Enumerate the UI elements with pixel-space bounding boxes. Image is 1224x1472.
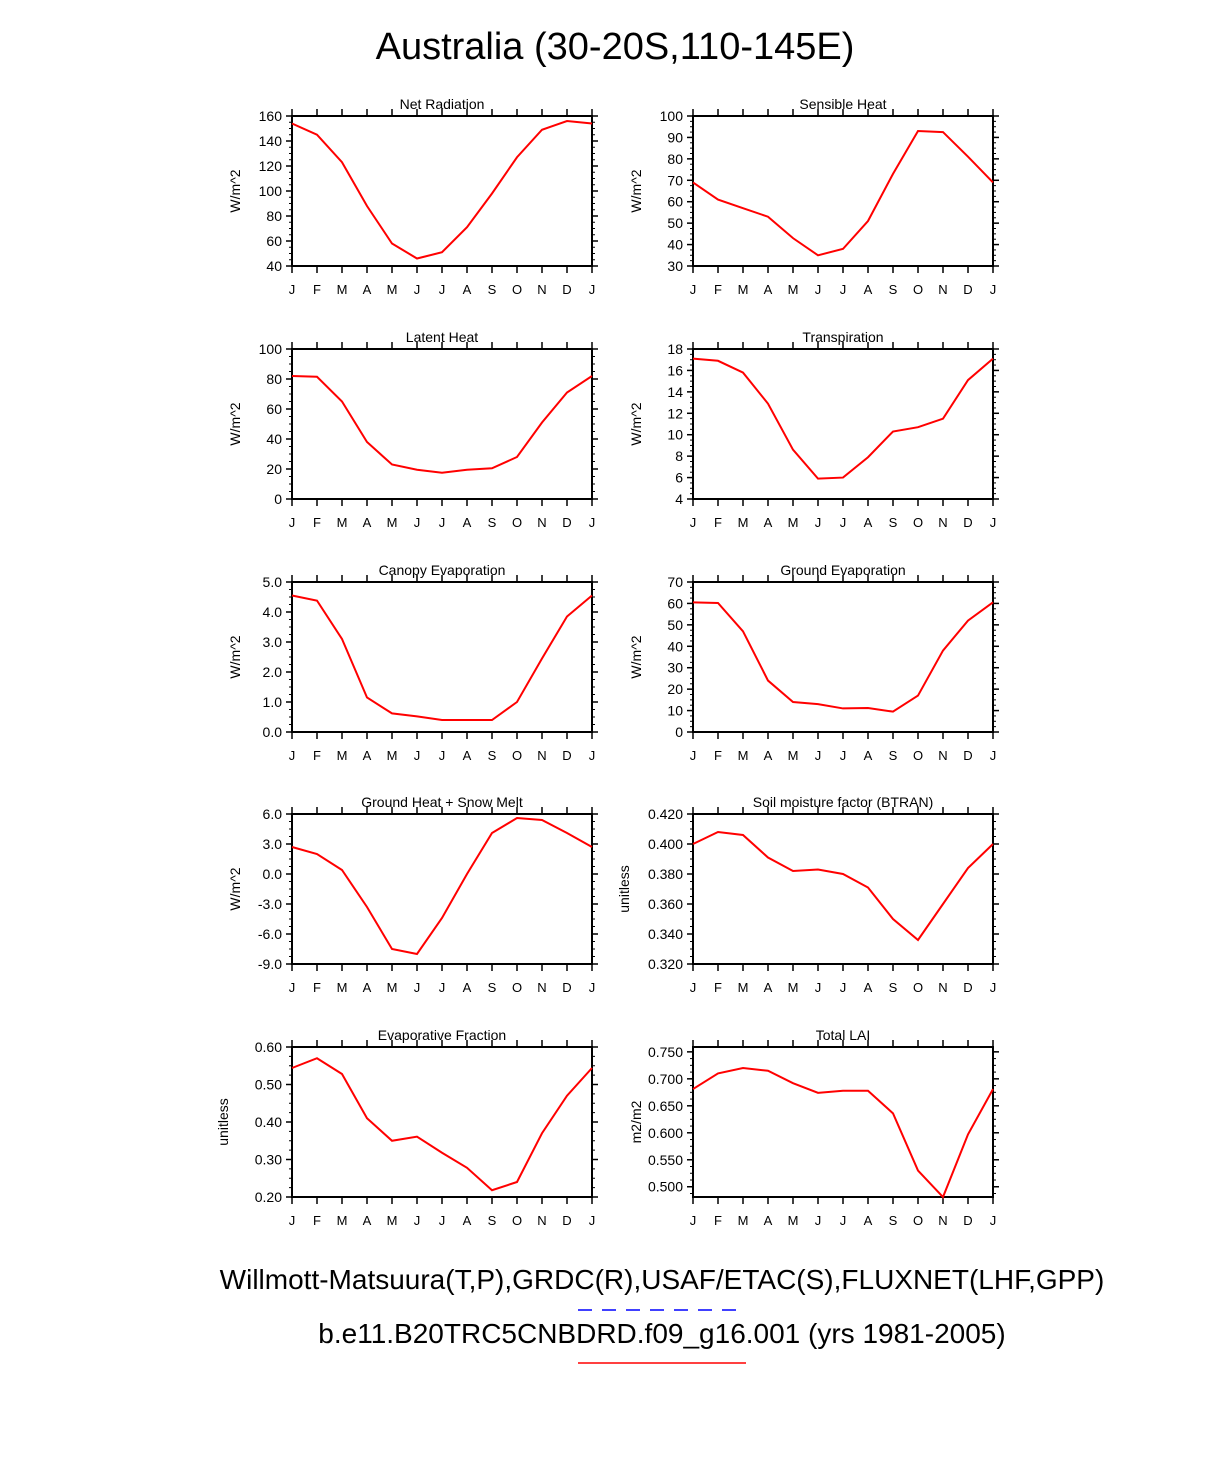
- series-line-model: [292, 1058, 592, 1190]
- x-tick-label: N: [537, 282, 547, 297]
- x-tick-label: F: [714, 980, 722, 995]
- x-tick-label: M: [336, 1213, 348, 1228]
- x-tick-label: M: [386, 1213, 398, 1228]
- x-tick-label: A: [763, 282, 773, 297]
- y-axis-label: unitless: [215, 1098, 231, 1146]
- y-tick-label: 0.700: [647, 1070, 683, 1087]
- x-tick-label: M: [787, 980, 799, 995]
- x-tick-label: A: [462, 980, 472, 995]
- x-tick-label: J: [814, 748, 822, 763]
- plot-frame: [693, 814, 993, 964]
- x-tick-label: D: [562, 282, 572, 297]
- x-tick-label: A: [763, 980, 773, 995]
- panel-title: Net Radiation: [399, 96, 485, 112]
- chart-panel: [628, 329, 999, 530]
- y-tick-label: 50: [667, 616, 683, 633]
- x-tick-label: M: [737, 1213, 749, 1228]
- x-tick-label: J: [588, 980, 596, 995]
- y-tick-label: 90: [667, 129, 683, 146]
- x-tick-label: F: [313, 1213, 321, 1228]
- y-tick-label: 60: [266, 401, 282, 417]
- plot-frame: [292, 116, 592, 266]
- x-tick-label: F: [313, 980, 321, 995]
- series-line-model: [693, 1068, 993, 1197]
- x-tick-label: D: [562, 515, 572, 530]
- x-tick-label: J: [814, 282, 822, 297]
- x-tick-label: A: [863, 748, 873, 763]
- x-tick-label: J: [814, 1213, 822, 1228]
- y-axis-label: W/m^2: [227, 402, 243, 446]
- y-tick-label: 100: [659, 108, 683, 124]
- x-tick-label: J: [814, 980, 822, 995]
- y-tick-label: 0.60: [254, 1039, 282, 1055]
- series-line-model: [292, 121, 592, 259]
- y-tick-label: 40: [266, 258, 282, 274]
- y-tick-label: 16: [667, 362, 683, 379]
- y-tick-label: 0.400: [647, 836, 683, 852]
- x-tick-label: F: [714, 515, 722, 530]
- y-tick-label: 80: [266, 371, 282, 387]
- series-line-model: [693, 832, 993, 940]
- x-tick-label: J: [588, 1213, 596, 1228]
- y-tick-label: 4.0: [262, 604, 282, 620]
- y-axis-label: W/m^2: [227, 635, 243, 679]
- x-tick-label: J: [413, 282, 421, 297]
- x-tick-label: J: [438, 748, 446, 763]
- x-tick-label: S: [487, 748, 497, 763]
- x-tick-label: J: [689, 1213, 697, 1228]
- x-tick-label: J: [989, 282, 997, 297]
- x-tick-label: A: [863, 980, 873, 995]
- x-tick-label: J: [413, 515, 421, 530]
- x-tick-label: M: [386, 282, 398, 297]
- x-tick-label: J: [438, 1213, 446, 1228]
- x-tick-label: J: [689, 282, 697, 297]
- x-tick-label: A: [763, 515, 773, 530]
- x-tick-label: A: [863, 1213, 873, 1228]
- y-axis-label: m2/m2: [628, 1100, 644, 1144]
- y-tick-label: 0.550: [647, 1151, 683, 1168]
- x-tick-label: N: [938, 515, 948, 530]
- x-tick-label: O: [511, 748, 523, 763]
- x-tick-label: J: [839, 282, 847, 297]
- x-tick-label: A: [863, 282, 873, 297]
- y-tick-label: 40: [667, 236, 683, 253]
- plot-frame: [292, 814, 592, 964]
- y-tick-label: 70: [667, 172, 683, 189]
- y-tick-label: 20: [667, 681, 683, 698]
- x-tick-label: M: [787, 282, 799, 297]
- x-tick-label: J: [989, 980, 997, 995]
- plot-frame: [693, 582, 993, 732]
- chart-panel: [227, 96, 598, 297]
- x-tick-label: N: [537, 515, 547, 530]
- panel-title: Total LAI: [815, 1027, 871, 1043]
- y-tick-label: 0.20: [254, 1189, 282, 1205]
- x-tick-label: D: [963, 1213, 973, 1228]
- series-line-model: [292, 376, 592, 473]
- x-tick-label: A: [362, 748, 372, 763]
- x-tick-label: J: [588, 282, 596, 297]
- panel-title: Transpiration: [802, 329, 884, 345]
- x-tick-label: O: [912, 515, 924, 530]
- x-tick-label: N: [938, 282, 948, 297]
- x-tick-label: J: [588, 515, 596, 530]
- x-tick-label: J: [588, 748, 596, 763]
- series-line-model: [292, 818, 592, 954]
- y-tick-label: 60: [667, 193, 683, 210]
- y-tick-label: 5.0: [262, 574, 282, 590]
- x-tick-label: O: [912, 1213, 924, 1228]
- x-tick-label: S: [888, 1213, 898, 1228]
- y-tick-label: 8: [675, 448, 683, 465]
- y-tick-label: 4: [675, 491, 683, 507]
- x-tick-label: D: [963, 515, 973, 530]
- x-tick-label: N: [537, 1213, 547, 1228]
- x-tick-label: N: [537, 980, 547, 995]
- series-line-model: [292, 596, 592, 721]
- x-tick-label: J: [989, 1213, 997, 1228]
- x-tick-label: S: [487, 980, 497, 995]
- y-tick-label: 0.420: [647, 806, 683, 822]
- plot-frame: [693, 116, 993, 266]
- x-tick-label: A: [362, 282, 372, 297]
- x-tick-label: M: [336, 748, 348, 763]
- x-tick-label: O: [511, 1213, 523, 1228]
- x-tick-label: J: [839, 980, 847, 995]
- x-tick-label: M: [737, 515, 749, 530]
- plot-frame: [292, 349, 592, 499]
- y-tick-label: 10: [667, 426, 683, 443]
- x-tick-label: M: [737, 748, 749, 763]
- y-axis-label: W/m^2: [227, 867, 243, 911]
- x-tick-label: F: [714, 748, 722, 763]
- panel-title: Evaporative Fraction: [377, 1027, 507, 1043]
- chart-panel: [628, 1027, 999, 1228]
- x-tick-label: A: [462, 282, 472, 297]
- x-tick-label: A: [462, 1213, 472, 1228]
- x-tick-label: J: [288, 1213, 296, 1228]
- x-tick-label: J: [989, 748, 997, 763]
- y-tick-label: 0.360: [647, 896, 683, 912]
- x-tick-label: M: [386, 515, 398, 530]
- x-tick-label: J: [839, 748, 847, 763]
- x-tick-label: S: [888, 980, 898, 995]
- x-tick-label: J: [839, 1213, 847, 1228]
- y-tick-label: 30: [667, 258, 683, 274]
- y-tick-label: 0.50: [254, 1076, 282, 1093]
- y-tick-label: 40: [667, 638, 683, 655]
- y-tick-label: 0.340: [647, 926, 683, 942]
- y-tick-label: 60: [266, 233, 282, 249]
- x-tick-label: J: [288, 515, 296, 530]
- y-axis-label: W/m^2: [628, 402, 644, 446]
- chart-panel: [628, 562, 999, 763]
- y-tick-label: 14: [667, 383, 683, 400]
- y-tick-label: 160: [258, 108, 282, 124]
- x-tick-label: M: [787, 748, 799, 763]
- y-tick-label: 3.0: [262, 836, 282, 852]
- x-tick-label: J: [438, 980, 446, 995]
- y-tick-label: 140: [258, 133, 282, 149]
- x-tick-label: J: [413, 1213, 421, 1228]
- x-tick-label: M: [737, 282, 749, 297]
- y-tick-label: 0.600: [647, 1124, 683, 1141]
- x-tick-label: J: [689, 748, 697, 763]
- x-tick-label: J: [839, 515, 847, 530]
- y-tick-label: 10: [667, 702, 683, 719]
- y-tick-label: 50: [667, 215, 683, 232]
- x-tick-label: A: [763, 1213, 773, 1228]
- panel-title: Latent Heat: [405, 329, 479, 345]
- x-tick-label: A: [462, 515, 472, 530]
- y-axis-label: W/m^2: [628, 169, 644, 213]
- x-tick-label: O: [912, 980, 924, 995]
- x-tick-label: N: [938, 980, 948, 995]
- x-tick-label: O: [912, 282, 924, 297]
- x-tick-label: A: [863, 515, 873, 530]
- x-tick-label: D: [562, 748, 572, 763]
- x-tick-label: D: [963, 282, 973, 297]
- y-tick-label: 0.380: [647, 866, 683, 882]
- y-tick-label: 80: [667, 150, 683, 167]
- panel-title: Soil moisture factor (BTRAN): [752, 794, 934, 810]
- x-tick-label: J: [288, 282, 296, 297]
- x-tick-label: J: [438, 282, 446, 297]
- y-tick-label: 2.0: [262, 664, 282, 680]
- y-tick-label: -3.0: [257, 896, 282, 912]
- y-tick-label: 30: [667, 659, 683, 676]
- y-tick-label: 3.0: [262, 634, 282, 650]
- y-tick-label: 0.30: [254, 1151, 282, 1168]
- y-tick-label: 0: [675, 724, 683, 740]
- x-tick-label: J: [689, 980, 697, 995]
- chart-panel: [628, 96, 999, 297]
- x-tick-label: J: [413, 980, 421, 995]
- x-tick-label: J: [288, 980, 296, 995]
- x-tick-label: M: [386, 748, 398, 763]
- y-tick-label: 0.0: [262, 724, 282, 740]
- y-axis-label: unitless: [616, 865, 632, 913]
- series-line-model: [693, 602, 993, 711]
- x-tick-label: J: [989, 515, 997, 530]
- panel-title: Sensible Heat: [799, 96, 887, 112]
- panel-title: Canopy Evaporation: [378, 562, 506, 578]
- x-tick-label: J: [689, 515, 697, 530]
- x-tick-label: D: [562, 980, 572, 995]
- x-tick-label: A: [362, 1213, 372, 1228]
- x-tick-label: A: [362, 980, 372, 995]
- x-tick-label: S: [487, 1213, 497, 1228]
- x-tick-label: A: [763, 748, 773, 763]
- x-tick-label: M: [737, 980, 749, 995]
- x-tick-label: M: [336, 282, 348, 297]
- y-tick-label: -6.0: [257, 926, 282, 942]
- x-tick-label: F: [313, 282, 321, 297]
- y-axis-label: W/m^2: [227, 169, 243, 213]
- panel-title: Ground Heat + Snow Melt: [361, 794, 523, 810]
- x-tick-label: J: [438, 515, 446, 530]
- y-tick-label: 0.750: [647, 1043, 683, 1060]
- y-tick-label: 60: [667, 595, 683, 612]
- y-tick-label: 20: [266, 461, 282, 477]
- x-tick-label: F: [714, 1213, 722, 1228]
- y-tick-label: 40: [266, 431, 282, 447]
- x-tick-label: S: [487, 282, 497, 297]
- y-tick-label: 0: [274, 491, 282, 507]
- model-legend-label: b.e11.B20TRC5CNBDRD.f09_g16.001 (yrs 1981-2005): [318, 1318, 1006, 1349]
- x-tick-label: S: [888, 282, 898, 297]
- y-tick-label: 100: [258, 341, 282, 357]
- y-tick-label: 0.650: [647, 1097, 683, 1114]
- x-tick-label: D: [963, 980, 973, 995]
- x-tick-label: F: [313, 515, 321, 530]
- x-tick-label: S: [888, 748, 898, 763]
- y-tick-label: 100: [258, 183, 282, 199]
- x-tick-label: M: [787, 1213, 799, 1228]
- y-tick-label: 70: [667, 574, 683, 590]
- x-tick-label: M: [787, 515, 799, 530]
- figure-title: Australia (30-20S,110-145E): [375, 26, 855, 68]
- x-tick-label: M: [336, 515, 348, 530]
- y-tick-label: 0.40: [254, 1114, 282, 1130]
- plot-frame: [292, 1047, 592, 1197]
- y-axis-label: W/m^2: [628, 635, 644, 679]
- y-tick-label: 120: [258, 158, 282, 174]
- y-tick-label: -9.0: [257, 956, 282, 972]
- x-tick-label: F: [313, 748, 321, 763]
- x-tick-label: S: [487, 515, 497, 530]
- y-tick-label: 80: [266, 208, 282, 224]
- x-tick-label: N: [938, 1213, 948, 1228]
- x-tick-label: J: [814, 515, 822, 530]
- y-tick-label: 0.320: [647, 956, 683, 972]
- plot-frame: [292, 582, 592, 732]
- chart-panel: [227, 794, 598, 995]
- x-tick-label: J: [288, 748, 296, 763]
- x-tick-label: O: [511, 980, 523, 995]
- y-tick-label: 0.500: [647, 1178, 683, 1195]
- obs-legend-label: Willmott-Matsuura(T,P),GRDC(R),USAF/ETAC(S),FLUXNET(LHF,GPP): [219, 1264, 1105, 1295]
- x-tick-label: J: [413, 748, 421, 763]
- x-tick-label: O: [511, 282, 523, 297]
- x-tick-label: D: [562, 1213, 572, 1228]
- x-tick-label: N: [537, 748, 547, 763]
- y-tick-label: 6: [675, 469, 683, 486]
- chart-panel: [227, 329, 598, 530]
- y-tick-label: 1.0: [262, 694, 282, 710]
- y-tick-label: 6.0: [262, 806, 282, 822]
- x-tick-label: A: [462, 748, 472, 763]
- y-tick-label: 18: [667, 341, 683, 357]
- x-tick-label: M: [386, 980, 398, 995]
- x-tick-label: D: [963, 748, 973, 763]
- series-line-model: [693, 359, 993, 479]
- x-tick-label: N: [938, 748, 948, 763]
- x-tick-label: F: [714, 282, 722, 297]
- panel-title: Ground Evaporation: [780, 562, 906, 578]
- y-tick-label: 12: [667, 405, 683, 422]
- y-tick-label: 0.0: [262, 866, 282, 882]
- x-tick-label: S: [888, 515, 898, 530]
- chart-panel: [227, 562, 598, 763]
- x-tick-label: O: [912, 748, 924, 763]
- series-line-model: [693, 131, 993, 255]
- x-tick-label: O: [511, 515, 523, 530]
- x-tick-label: A: [362, 515, 372, 530]
- chart-panel: [215, 1027, 598, 1228]
- x-tick-label: M: [336, 980, 348, 995]
- chart-panel: [616, 794, 999, 995]
